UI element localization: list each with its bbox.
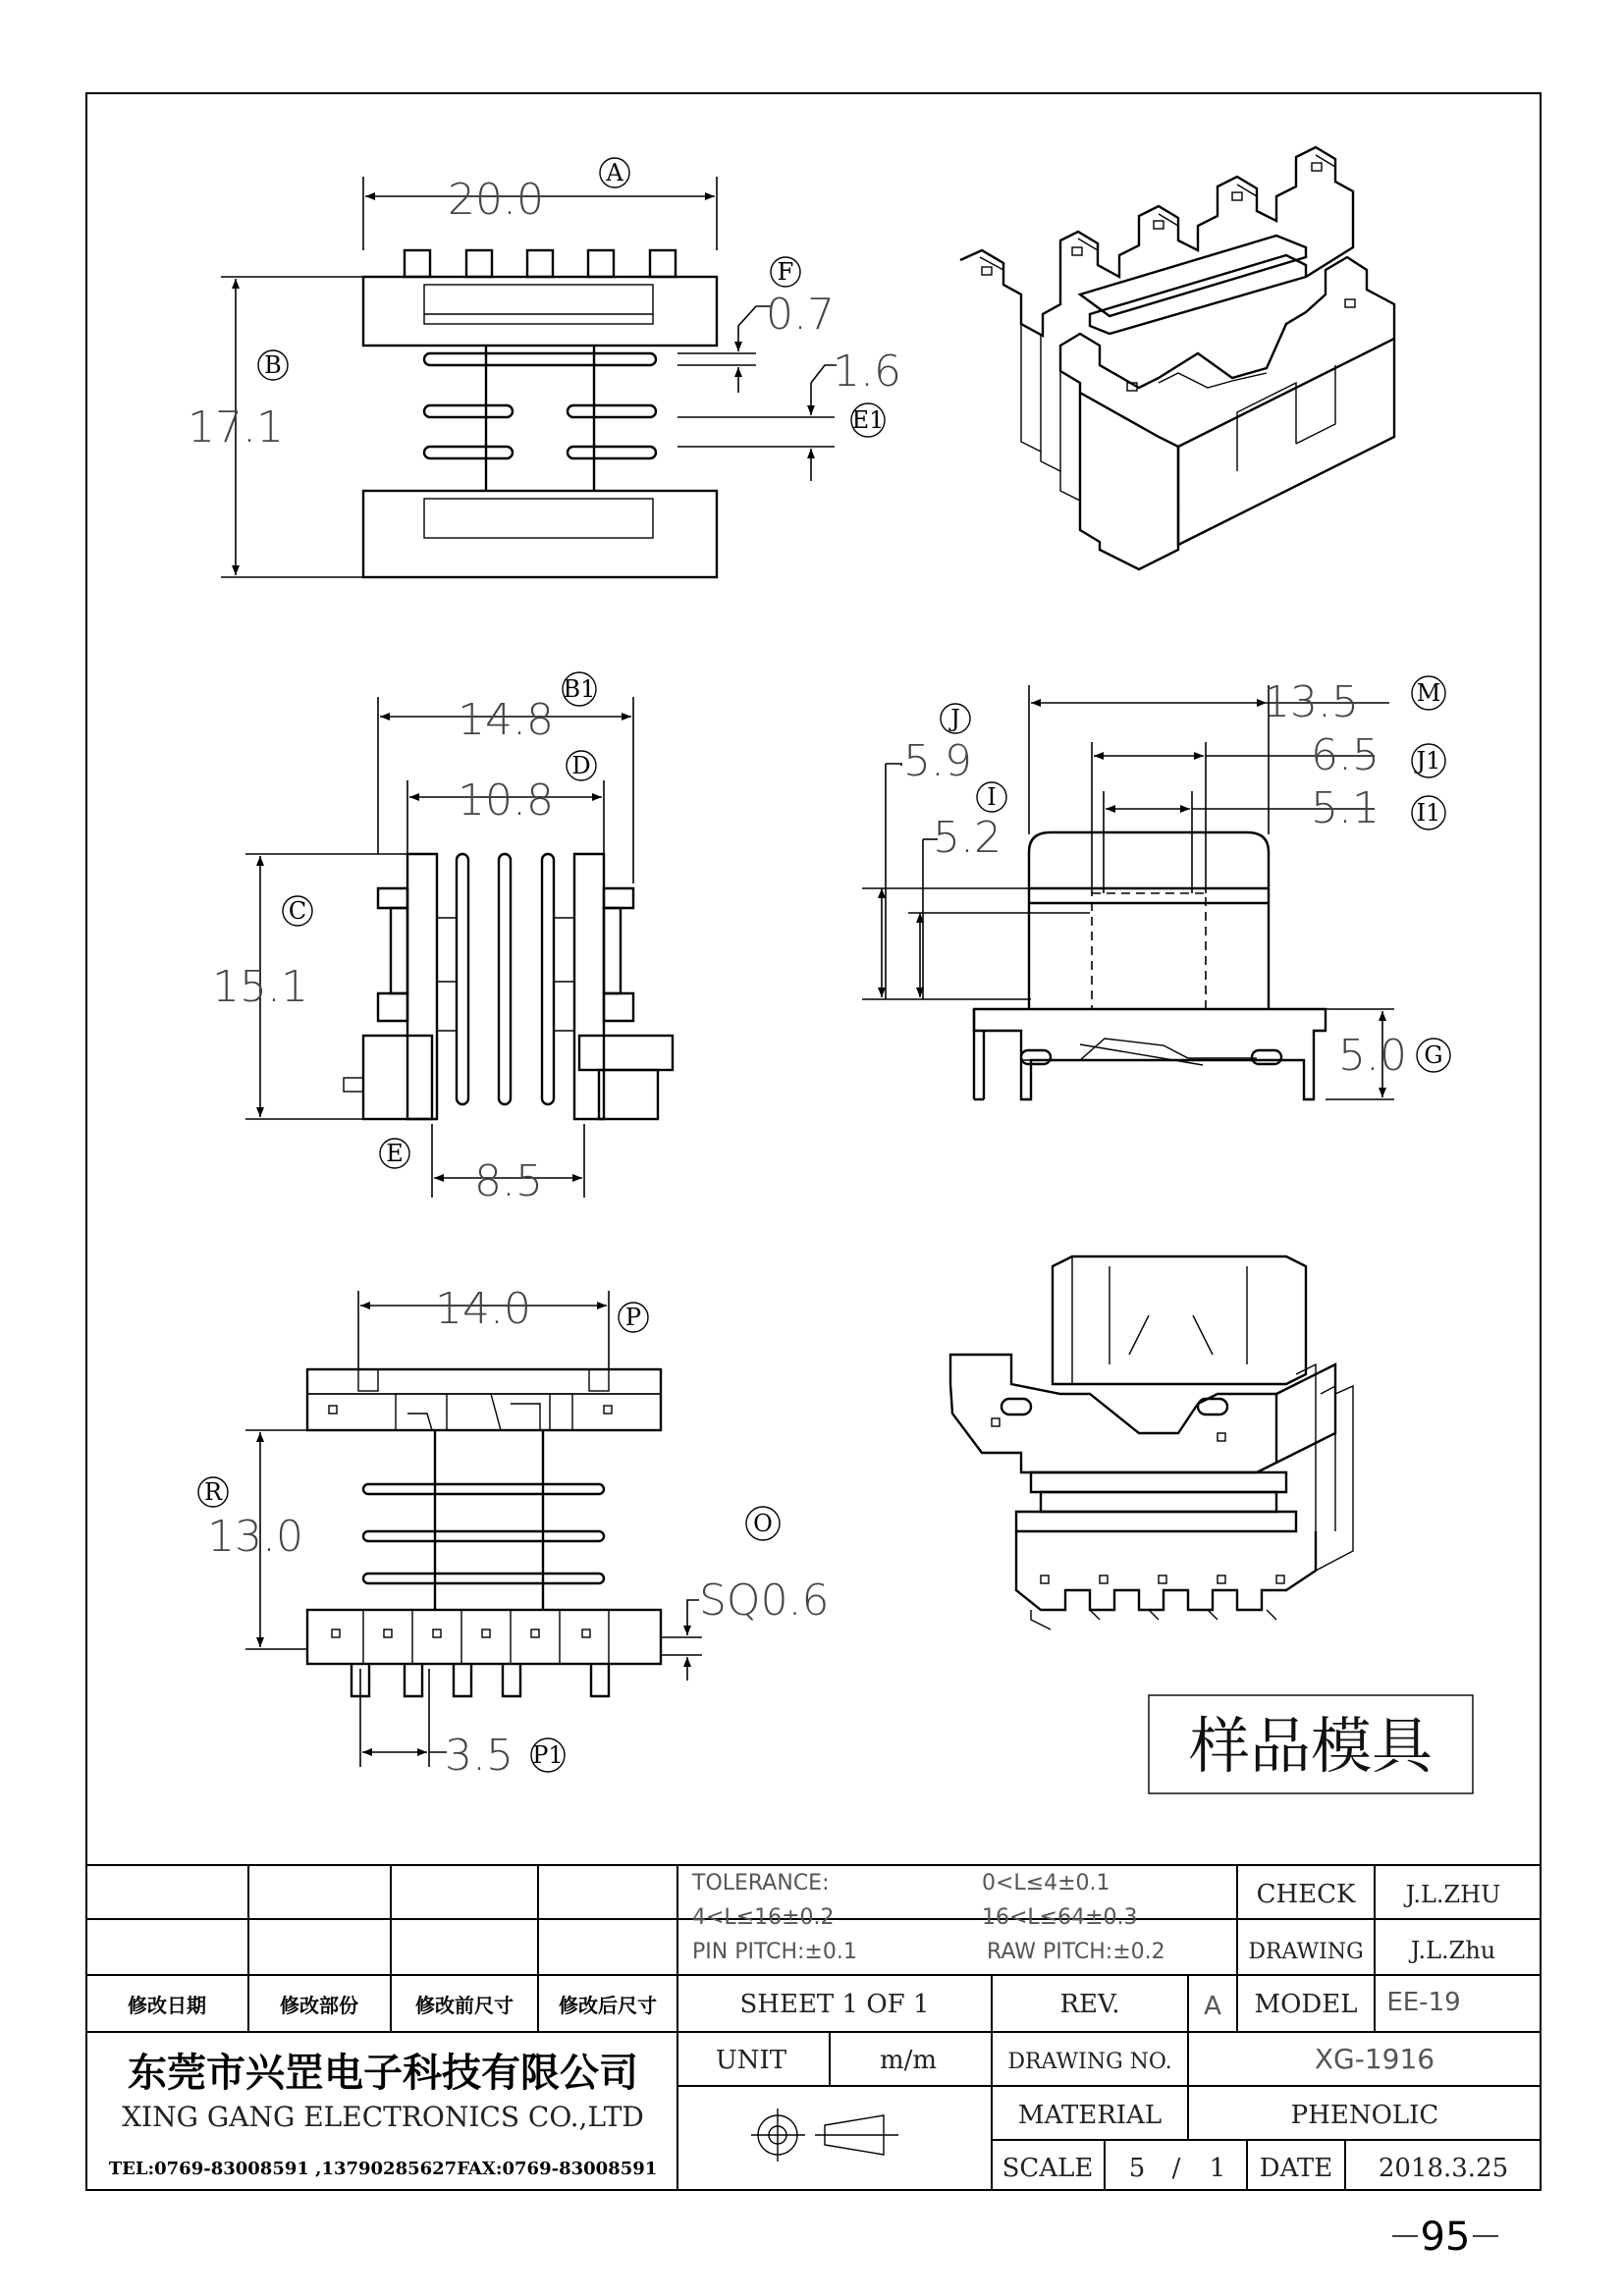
- tag-m: M: [1416, 679, 1441, 707]
- tag-p1: P1: [532, 1741, 564, 1769]
- tag-j1: J1: [1416, 747, 1441, 774]
- tag-g: G: [1424, 1041, 1443, 1069]
- tag-flange: F: [777, 258, 794, 286]
- tag-b1: B1: [563, 675, 596, 703]
- tag-i: I: [987, 783, 997, 811]
- dim-i1: 5.1: [1311, 783, 1380, 833]
- dim-gap: 1.6: [833, 347, 901, 397]
- tag-i1: I1: [1416, 799, 1441, 827]
- tag-o: O: [753, 1510, 773, 1537]
- tag-e: E: [386, 1140, 404, 1167]
- dim-d: 10.8: [458, 775, 554, 826]
- top-view: [188, 158, 901, 577]
- raw-pitch: RAW PITCH:±0.2: [987, 1940, 1165, 1964]
- side-view: [862, 676, 1450, 1099]
- dim-i: 5.2: [933, 813, 1001, 863]
- rev-label: REV.: [1059, 1990, 1120, 2019]
- dim-m: 13.5: [1263, 677, 1359, 727]
- model-value: EE-19: [1386, 1988, 1461, 2017]
- date-value: 2018.3.25: [1378, 2154, 1509, 2183]
- tag-gap: E1: [851, 406, 885, 434]
- tag-j: J: [950, 705, 960, 732]
- date-label: DATE: [1259, 2154, 1333, 2183]
- tolerance-3: 16<L≤64±0.3: [982, 1905, 1138, 1930]
- tolerance-label: TOLERANCE:: [692, 1871, 830, 1896]
- unit-label: UNIT: [715, 2046, 787, 2075]
- title-block: [86, 1865, 1541, 2190]
- company-contact: TEL:0769-83008591 ,13790285627FAX:0769-83008591: [108, 2159, 658, 2179]
- tag-d: D: [571, 752, 591, 779]
- rev-header-after: 修改后尺寸: [559, 1994, 657, 2017]
- tag-width: A: [606, 159, 623, 187]
- dim-r: 13.0: [207, 1512, 303, 1562]
- dim-b1: 14.8: [458, 695, 554, 745]
- bottom-view: [198, 1284, 830, 1781]
- rev-header-date: 修改日期: [128, 1994, 206, 2017]
- dim-j: 5.9: [903, 736, 972, 786]
- model-label: MODEL: [1254, 1990, 1358, 2019]
- tag-p: P: [624, 1304, 642, 1331]
- tag-c: C: [288, 897, 307, 925]
- dim-flange: 0.7: [766, 290, 835, 340]
- drawing-label: DRAWING: [1248, 1940, 1364, 1964]
- dim-e: 8.5: [474, 1156, 543, 1206]
- dim-p1: 3.5: [445, 1731, 514, 1781]
- unit-value: m/m: [879, 2046, 938, 2075]
- rev-value: A: [1204, 1992, 1221, 2021]
- dim-j1: 6.5: [1311, 730, 1380, 780]
- scale-sep: /: [1171, 2154, 1181, 2183]
- drawing-no-value: XG-1916: [1314, 2043, 1435, 2075]
- scale-label: SCALE: [1001, 2154, 1094, 2183]
- tag-height: B: [264, 351, 282, 379]
- drawing-no-label: DRAWING NO.: [1007, 2050, 1172, 2074]
- check-value: J.L.ZHU: [1405, 1881, 1501, 1908]
- check-label: CHECK: [1256, 1880, 1356, 1909]
- dim-height: 17.1: [188, 402, 284, 453]
- sample-stamp: 样品模具: [1188, 1710, 1434, 1782]
- scale-num: 5: [1128, 2154, 1146, 2183]
- projection-symbol: [751, 2109, 898, 2162]
- front-view: [212, 672, 673, 1206]
- isometric-view-top: [960, 147, 1394, 569]
- tolerance-1: 0<L≤4±0.1: [982, 1871, 1110, 1896]
- tolerance-2: 4<L≤16±0.2: [692, 1905, 835, 1930]
- dim-g: 5.0: [1338, 1031, 1407, 1081]
- dim-sq: SQ0.6: [699, 1575, 830, 1626]
- company-name-cn: 东莞市兴罡电子科技有限公司: [128, 2050, 638, 2096]
- dim-p: 14.0: [435, 1284, 531, 1334]
- drawing-value: J.L.Zhu: [1410, 1937, 1496, 1964]
- material-value: PHENOLIC: [1290, 2101, 1439, 2130]
- sheet-info: SHEET 1 OF 1: [739, 1990, 930, 2019]
- rev-header-before: 修改前尺寸: [415, 1994, 514, 2017]
- pin-pitch: PIN PITCH:±0.1: [692, 1940, 857, 1964]
- dim-c: 15.1: [212, 962, 308, 1012]
- material-label: MATERIAL: [1017, 2101, 1163, 2130]
- isometric-view-bottom: [950, 1256, 1353, 1629]
- dim-width: 20.0: [448, 175, 544, 225]
- rev-header-part: 修改部份: [280, 1994, 358, 2017]
- tag-r: R: [203, 1478, 223, 1506]
- scale-den: 1: [1209, 2154, 1226, 2183]
- page-number: 95: [1420, 2215, 1471, 2260]
- company-name-en: XING GANG ELECTRONICS CO.,LTD: [122, 2101, 644, 2133]
